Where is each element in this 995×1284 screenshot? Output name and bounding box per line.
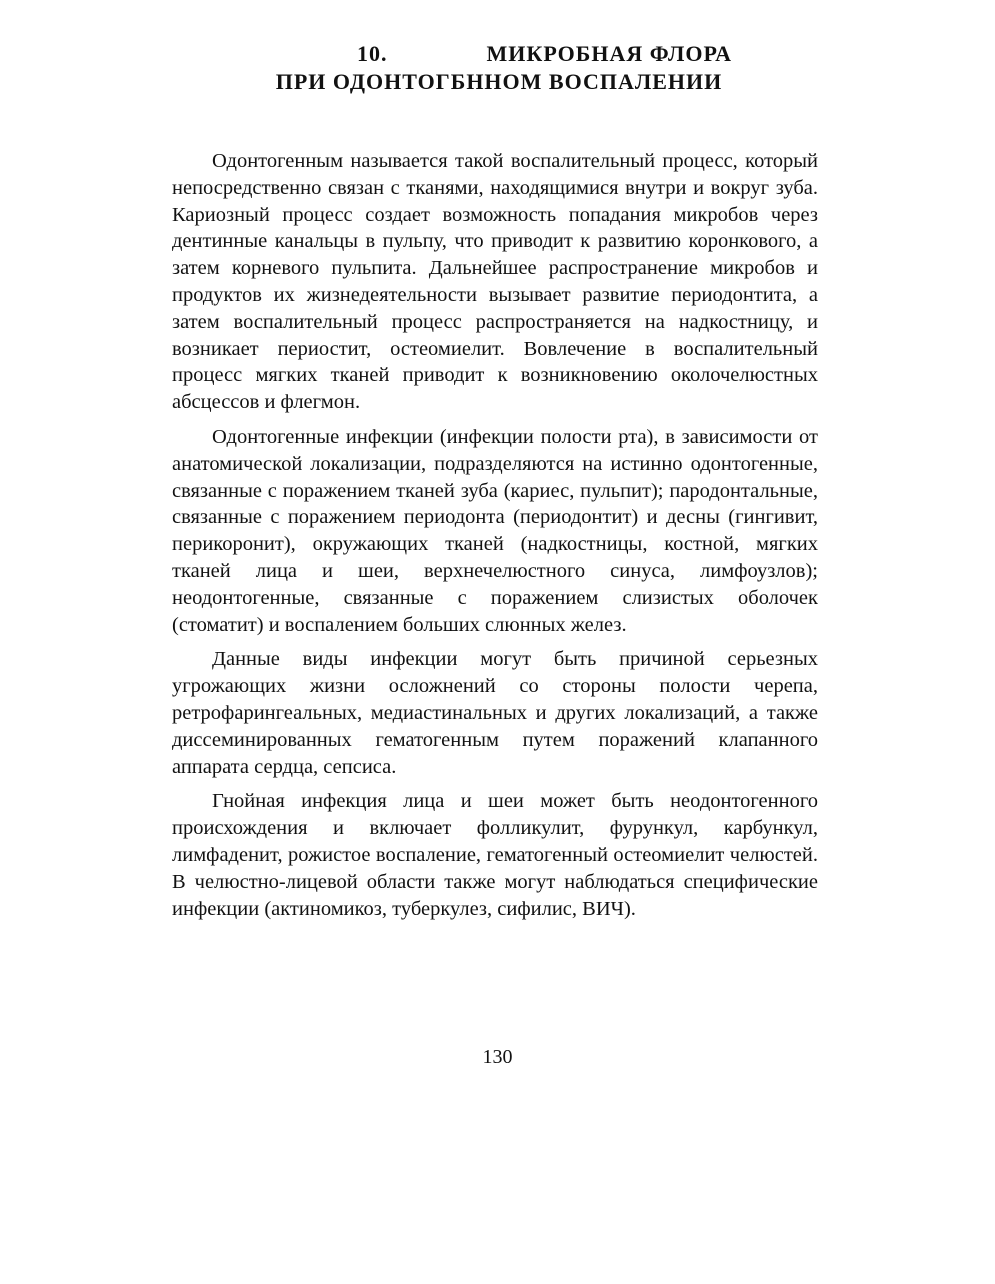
- page-number: 130: [482, 1046, 513, 1068]
- paragraph-4: Гнойная инфекция лица и шеи может быть неодонтогенного происхождения и включает фолликулит, фурункул, карбункул, лимфаденит, рожистое воспаление, гематогенный остеомиелит челюстей. В челюстно-лицевой области также могут наблюдаться специфические инфекции (актиномикоз, туберкулез, сифилис, ВИЧ).: [172, 790, 818, 920]
- chapter-title-line-2: ПРИ ОДОНТОГБННОМ ВОСПАЛЕНИИ: [275, 69, 723, 94]
- chapter-title-line-1: МИКРОБНАЯ ФЛОРА: [486, 41, 732, 66]
- paragraph-3: Данные виды инфекции могут быть причиной серьезных угрожающих жизни осложнений со стороны полости черепа, ретрофарингеальных, медиастинальных и других локализаций, а также диссеминированных гематогенным путем поражений клапанного аппарата сердца, сепсиса.: [172, 648, 818, 778]
- chapter-number: 10.: [357, 41, 388, 66]
- heading-line-1: [172, 40, 818, 68]
- page-content: [172, 40, 818, 930]
- paragraph-2: Одонтогенные инфекции (инфекции полости рта), в зависимости от анатомической локализации, подразделяются на истинно одонтогенные, связанные с поражением тканей зуба (кариес, пульпит); пародонтальные, связанные с поражением периодонта (периодонтит) и десны (гингивит, перикоронит), окружающих тканей (надкостницы, костной, мягких тканей лица и шеи, верхнечелюстного синуса, лимфоузлов); неодонтогенные, связанные с поражением слизистых оболочек (стоматит) и воспалением больших слюнных желез.: [172, 425, 818, 636]
- paragraph-1: Одонтогенным называется такой воспалительный процесс, который непосредственно связан с тканями, находящимися внутри и вокруг зуба. Кариозный процесс создает возможность попадания микробов через дентинные канальцы в пульпу, что приводит к развитию коронкового, а затем корневого пульпита. Дальнейшее распространение микробов и продуктов их жизнедеятельности вызывает развитие периодонтита, а затем воспалительный процесс распространяется на надкостницу, и возникает периостит, остеомиелит. Вовлечение в воспалительный процесс мягких тканей приводит к возникновению околочелюстных абсцессов и флегмон.: [172, 150, 818, 414]
- chapter-heading: [172, 40, 818, 96]
- body-text: [172, 148, 818, 922]
